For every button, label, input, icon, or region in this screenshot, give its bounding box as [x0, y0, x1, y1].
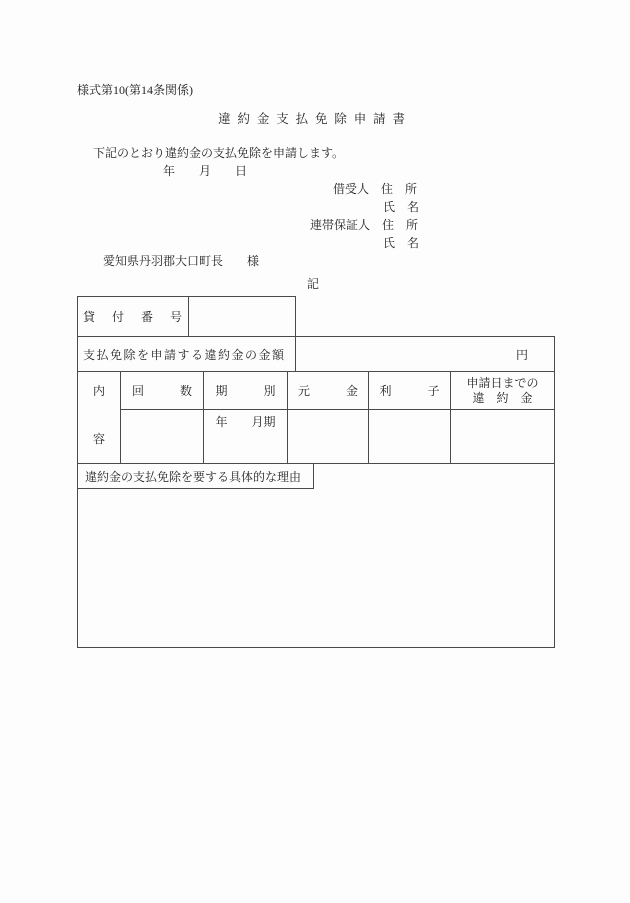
- reason-section: [77, 464, 555, 648]
- application-table: [77, 296, 555, 648]
- content-char-top: 内: [92, 384, 105, 398]
- col-header-penalty: [451, 372, 554, 409]
- col-header-penalty-line2: 違 約 金: [472, 390, 533, 405]
- col-header-period: 期 別: [204, 372, 288, 409]
- reason-label: 違約金の支払免除を要する具体的な理由: [78, 464, 314, 489]
- installments-field: [121, 410, 204, 463]
- details-grid: [121, 372, 554, 463]
- addressee-line: 愛知県丹羽郡大口町長 様: [103, 254, 260, 268]
- details-section: [77, 372, 555, 464]
- col-header-penalty-line1: 申請日までの: [466, 375, 539, 390]
- amount-unit: 円: [515, 347, 528, 362]
- amount-label: 支払免除を申請する違約金の金額: [78, 337, 296, 371]
- borrower-name-line: 氏 名: [383, 200, 420, 214]
- guarantor-name-line: 氏 名: [383, 236, 420, 250]
- content-vertical-label: [78, 372, 121, 463]
- ki-label: 記: [307, 277, 320, 291]
- loan-number-label: 貸 付 番 号: [78, 297, 189, 336]
- col-header-interest: 利 子: [369, 372, 451, 409]
- period-field: 年 月期: [204, 410, 288, 463]
- principal-field: [288, 410, 369, 463]
- content-char-bottom: 容: [92, 432, 105, 446]
- details-data-row: [121, 410, 554, 463]
- loan-number-field: [189, 297, 295, 336]
- borrower-address-line: 借受人 住 所: [333, 182, 418, 196]
- page-title: 違約金支払免除申請書: [218, 112, 412, 126]
- form-number: 様式第10(第14条関係): [77, 83, 193, 97]
- intro-text: 下記のとおり違約金の支払免除を申請します。: [93, 146, 345, 160]
- details-header-row: [121, 372, 554, 410]
- amount-row: [77, 336, 555, 372]
- penalty-field: [451, 410, 554, 463]
- col-header-installments: 回 数: [121, 372, 204, 409]
- guarantor-address-line: 連帯保証人 住 所: [310, 218, 419, 232]
- loan-number-row: [77, 296, 296, 336]
- col-header-principal: 元 金: [288, 372, 369, 409]
- interest-field: [369, 410, 451, 463]
- date-line: 年 月 日: [163, 164, 248, 178]
